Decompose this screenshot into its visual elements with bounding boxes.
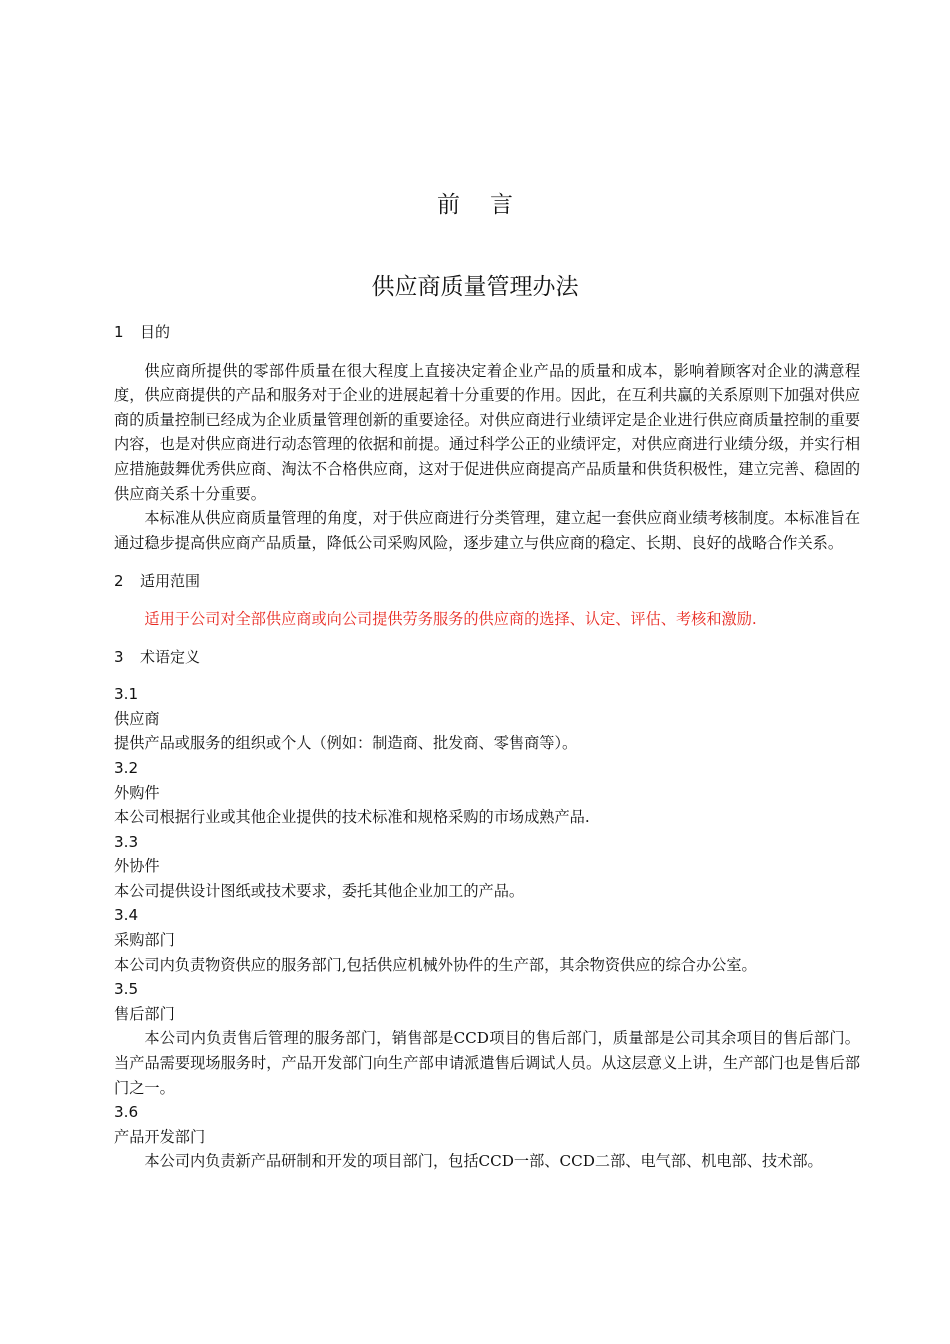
document-title: 供应商质量管理办法: [371, 274, 579, 300]
term-3-6: [114, 1100, 860, 1174]
section-2-paragraph: 适用于公司对全部供应商或向公司提供劳务服务的供应商的选择、认定、评估、考核和激励.: [144, 609, 757, 628]
term-list: [114, 682, 860, 1174]
section-number: 1: [114, 323, 124, 341]
section-1-paragraph-1: 供应商所提供的零部件质量在很大程度上直接决定着企业产品的质量和成本，影响着顾客对企业的满意程度，供应商提供的产品和服务对于企业的进展起着十分重要的作用。因此，在互利共赢的关系原则下加强对供应商的质量控制已经成为企业质量管理创新的重要途径。对供应商进行业绩评定是企业进行供应商质量控制的重要内容，也是对供应商进行动态管理的依据和前提。通过科学公正的业绩评定，对供应商进行业绩分级，并实行相应措施鼓舞优秀供应商、淘汰不合格供应商，这对于促进供应商提高产品质量和供货积极性，建立完善、稳固的供应商关系十分重要。: [114, 361, 860, 503]
term-definition: 本公司提供设计图纸或技术要求，委托其他企业加工的产品。: [114, 881, 525, 900]
term-name: 产品开发部门: [114, 1127, 206, 1146]
section-1-heading: [114, 320, 860, 345]
term-number: 3.2: [114, 758, 139, 777]
term-3-1: [114, 682, 860, 756]
term-definition: 本公司内负责物资供应的服务部门,包括供应机械外协件的生产部，其余物资供应的综合办公室。: [114, 955, 757, 974]
section-title: 术语定义: [140, 647, 201, 666]
document-body: [114, 320, 860, 1174]
term-name: 采购部门: [114, 931, 175, 950]
section-3-heading: [114, 645, 860, 670]
term-3-4: [114, 903, 860, 977]
section-title: 目的: [140, 323, 171, 341]
term-name: 外购件: [114, 783, 160, 802]
section-number: 2: [114, 572, 124, 591]
term-name: 外协件: [114, 857, 160, 876]
section-2-heading: [114, 569, 860, 594]
term-definition: 本公司根据行业或其他企业提供的技术标准和规格采购的市场成熟产品.: [114, 808, 590, 827]
term-3-3: [114, 830, 860, 904]
section-1-paragraph-2: 本标准从供应商质量管理的角度，对于供应商进行分类管理，建立起一套供应商业绩考核制度。本标准旨在通过稳步提高供应商产品质量，降低公司采购风险，逐步建立与供应商的稳定、长期、良好的战略合作关系。: [114, 509, 860, 552]
term-number: 3.5: [114, 980, 139, 999]
term-number: 3.6: [114, 1103, 139, 1122]
term-name: 供应商: [114, 709, 160, 728]
term-number: 3.3: [114, 832, 139, 851]
term-3-2: [114, 756, 860, 830]
term-definition: 提供产品或服务的组织或个人（例如：制造商、批发商、零售商等）。: [114, 734, 578, 753]
term-definition: 本公司内负责售后管理的服务部门，销售部是CCD项目的售后部门，质量部是公司其余项目的售后部门。当产品需要现场服务时，产品开发部门向生产部申请派遣售后调试人员。从这层意义上讲，生产部门也是售后部门之一。: [114, 1029, 860, 1097]
section-title: 适用范围: [140, 572, 201, 591]
term-number: 3.4: [114, 906, 139, 925]
term-3-5: [114, 977, 860, 1100]
preface-heading: 前言: [437, 192, 543, 218]
term-definition: 本公司内负责新产品研制和开发的项目部门，包括CCD一部、CCD二部、电气部、机电部、技术部。: [144, 1152, 823, 1171]
section-number: 3: [114, 647, 124, 666]
term-name: 售后部门: [114, 1004, 175, 1023]
term-number: 3.1: [114, 685, 139, 704]
